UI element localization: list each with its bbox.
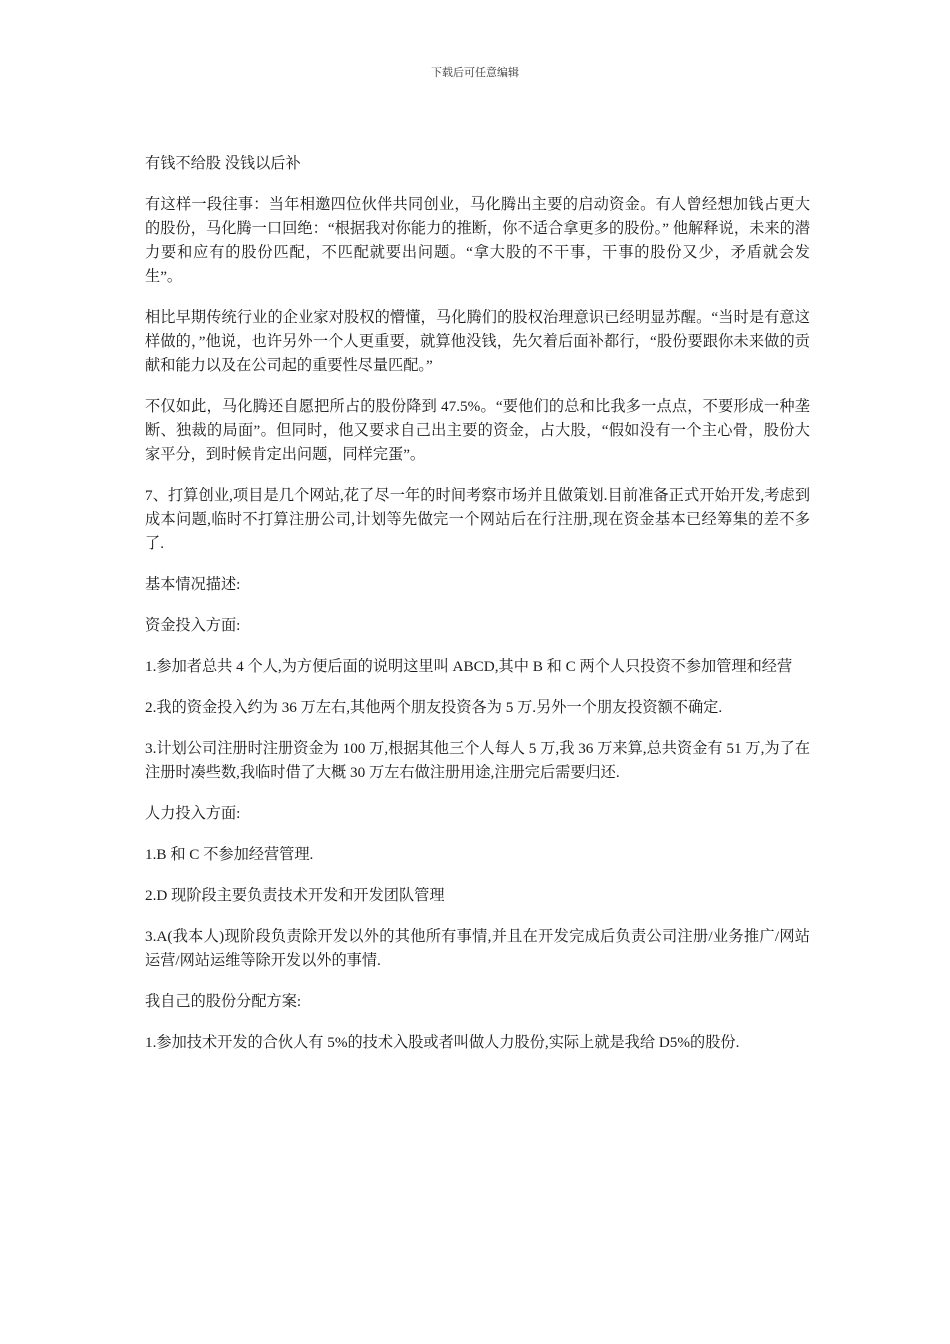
page-header-note: 下载后可任意编辑 [431,67,519,79]
paragraph-3: 不仅如此，马化腾还自愿把所占的股份降到 47.5%。“要他们的总和比我多一点点，不要形成一种垄断、独裁的局面”。但同时，他又要求自己出主要的资金，占大股，“假如没有一个主心骨，股份大家平分，到时候肯定出问题，同样完蛋”。 [145,398,810,463]
manpower-item-3: 3.A(我本人)现阶段负责除开发以外的其他所有事情,并且在开发完成后负责公司注册/业务推广/网站运营/网站运维等除开发以外的事情. [145,928,810,969]
paragraph-2: 相比早期传统行业的企业家对股权的懵懂，马化腾们的股权治理意识已经明显苏醒。“当时是有意这样做的，”他说，也许另外一个人更重要，就算他没钱，先欠着后面补都行，“股份要跟你未来做的贡献和能力以及在公司起的重要性尽量匹配。” [145,309,810,374]
section-heading-basic: 基本情况描述: [145,576,241,593]
manpower-item-2: 2.D 现阶段主要负责技术开发和开发团队管理 [145,887,445,904]
section-heading-equity-plan: 我自己的股份分配方案: [145,993,302,1010]
equity-plan-item-1: 1.参加技术开发的合伙人有 5%的技术入股或者叫做人力股份,实际上就是我给 D5%的股份. [145,1034,740,1051]
section-heading-capital: 资金投入方面: [145,617,241,634]
paragraph-1: 有这样一段往事：当年相邀四位伙伴共同创业，马化腾出主要的启动资金。有人曾经想加钱占更大的股份，马化腾一口回绝：“根据我对你能力的推断，你不适合拿更多的股份。” 他解释说，未来的潜力要和应有的股份匹配，不匹配就要出问题。“拿大股的不干事，干事的股份又少，矛盾就会发生”。 [145,196,810,285]
manpower-item-1: 1.B 和 C 不参加经营管理. [145,846,314,863]
document-body [145,144,810,1055]
capital-item-1: 1.参加者总共 4 个人,为方便后面的说明这里叫 ABCD,其中 B 和 C 两个人只投资不参加管理和经营 [145,658,793,675]
article-title: 有钱不给股 没钱以后补 [145,155,301,172]
capital-item-3: 3.计划公司注册时注册资金为 100 万,根据其他三个人每人 5 万,我 36 万来算,总共资金有 51 万,为了在注册时凑些数,我临时借了大概 30 万左右做注册用途,注册完后需要归还. [145,740,810,781]
capital-item-2: 2.我的资金投入约为 36 万左右,其他两个朋友投资各为 5 万.另外一个朋友投资额不确定. [145,699,723,716]
section-heading-manpower: 人力投入方面: [145,805,241,822]
paragraph-4: 7、打算创业,项目是几个网站,花了尽一年的时间考察市场并且做策划.目前准备正式开始开发,考虑到成本问题,临时不打算注册公司,计划等先做完一个网站后在行注册,现在资金基本已经筹集的差不多了. [145,487,810,552]
